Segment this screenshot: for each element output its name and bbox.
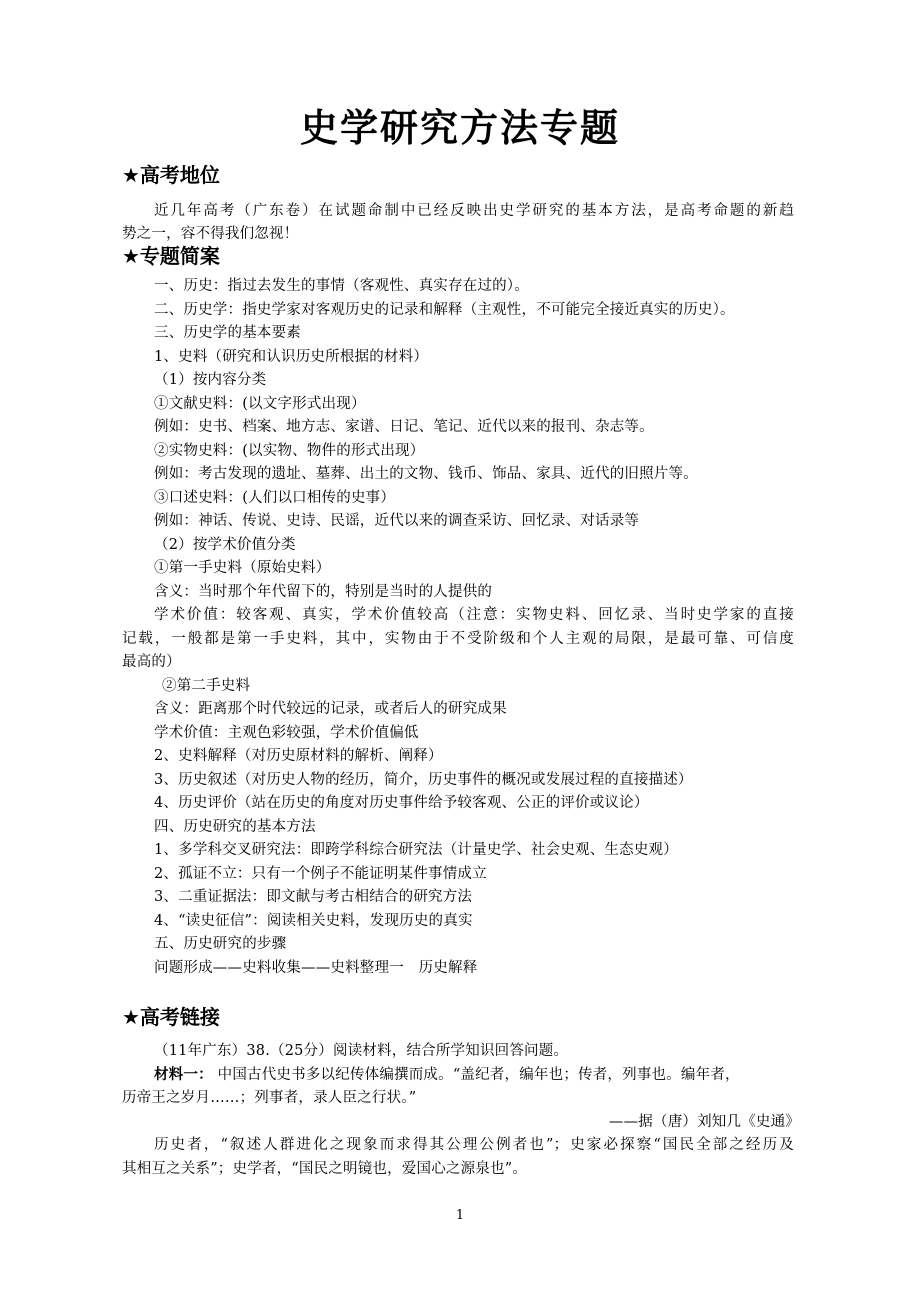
section-heading-link: ★高考链接 [122,1005,220,1029]
paragraph-line: 近几年高考（广东卷）在试题命制中已经反映出史学研究的基本方法，是高考命题的新趋 [154,203,794,219]
text-line: ①第一手史料（原始史料） [154,560,331,576]
text-line: 4、“读史征信”：阅读相关史料，发现历史的真实 [154,913,473,929]
material-source: ——据（唐）刘知几《史通》 [608,1114,800,1130]
material-line: 其相互之关系”；史学者，“国民之明镜也，爱国心之源泉也”。 [122,1161,528,1177]
text-line: ③口述史料：(人们以口相传的史事） [154,490,396,506]
section-heading-summary: ★专题简案 [122,244,220,268]
paragraph-line: 势之一，容不得我们忽视！ [122,226,299,242]
text-line: 五、历史研究的步骤 [154,936,287,952]
text-line: 问题形成——史料收集——史料整理一 历史解释 [154,960,478,976]
text-line: 学术价值：较客观、真实，学术价值较高（注意：实物史料、回忆录、当时史学家的直接 [154,607,794,623]
text-line: 1、多学科交叉研究法：即跨学科综合研究法（计量史学、社会史观、生态史观） [154,842,678,858]
text-line: 最高的） [122,654,181,670]
material-text: 中国古代史书多以纪传体编撰而成。“盖纪者，编年也；传者，列事也。编年者， [212,1067,740,1083]
text-line: 含义：当时那个年代留下的，特别是当时的人提供的 [154,584,493,600]
text-line: 一、历史：指过去发生的事情（客观性、真实存在过的）。 [154,278,529,294]
text-line: 2、孤证不立：只有一个例子不能证明某件事情成立 [154,866,487,882]
text-line: 3、二重证据法：即文献与考古相结合的研究方法 [154,889,473,905]
text-line: （2）按学术价值分类 [154,537,296,553]
text-line: 1、史料（研究和认识历史所根据的材料） [154,349,429,365]
text-line: 例如：史书、档案、地方志、家谱、日记、笔记、近代以来的报刊、杂志等。 [154,419,654,435]
page-number: 1 [455,1208,465,1223]
section-heading-status: ★高考地位 [122,163,220,187]
text-line: 二、历史学：指史学家对客观历史的记录和解释（主观性，不可能完全接近真实的历史）。 [154,302,735,318]
text-line: 记载，一般都是第一手史料，其中，实物由于不受阶级和个人主观的局限，是最可靠、可信度 [122,631,794,647]
text-line: 例如：神话、传说、史诗、民谣，近代以来的调查采访、回忆录、对话录等 [154,513,640,529]
material-label: 材料一： [154,1066,213,1083]
text-line: 4、历史评价（站在历史的角度对历史事件给予较客观、公正的评价或议论） [154,795,649,811]
material-line [154,1065,794,1085]
text-line: ②第二手史料 [162,678,251,694]
text-line: 含义：距离那个时代较远的记录，或者后人的研究成果 [154,701,507,717]
material-line: 历帝王之岁月……；列事者，录人臣之行状。” [122,1090,417,1106]
text-line: 四、历史研究的基本方法 [154,819,316,835]
text-line: （1）按内容分类 [154,372,267,388]
text-line: 3、历史叙述（对历史人物的经历，简介，历史事件的概况或发展过程的直接描述） [154,772,693,788]
text-line: 2、史料解释（对历史原材料的解析、阐释） [154,748,443,764]
text-line: ①文献史料：(以文字形式出现） [154,396,366,412]
text-line: 例如：考古发现的遗址、墓葬、出土的文物、钱币、饰品、家具、近代的旧照片等。 [154,466,698,482]
question-intro: （11年广东）38.（25分）阅读材料，结合所学知识回答问题。 [154,1043,569,1059]
text-line: 学术价值：主观色彩较强，学术价值偏低 [154,725,419,741]
text-line: ②实物史料：(以实物、物件的形式出现） [154,443,425,459]
text-line: 三、历史学的基本要素 [154,325,301,341]
page-title: 史学研究方法专题 [299,106,620,150]
material-line: 历史者，“叙述人群进化之现象而求得其公理公例者也”；史家必探察“国民全部之经历及 [154,1137,794,1153]
